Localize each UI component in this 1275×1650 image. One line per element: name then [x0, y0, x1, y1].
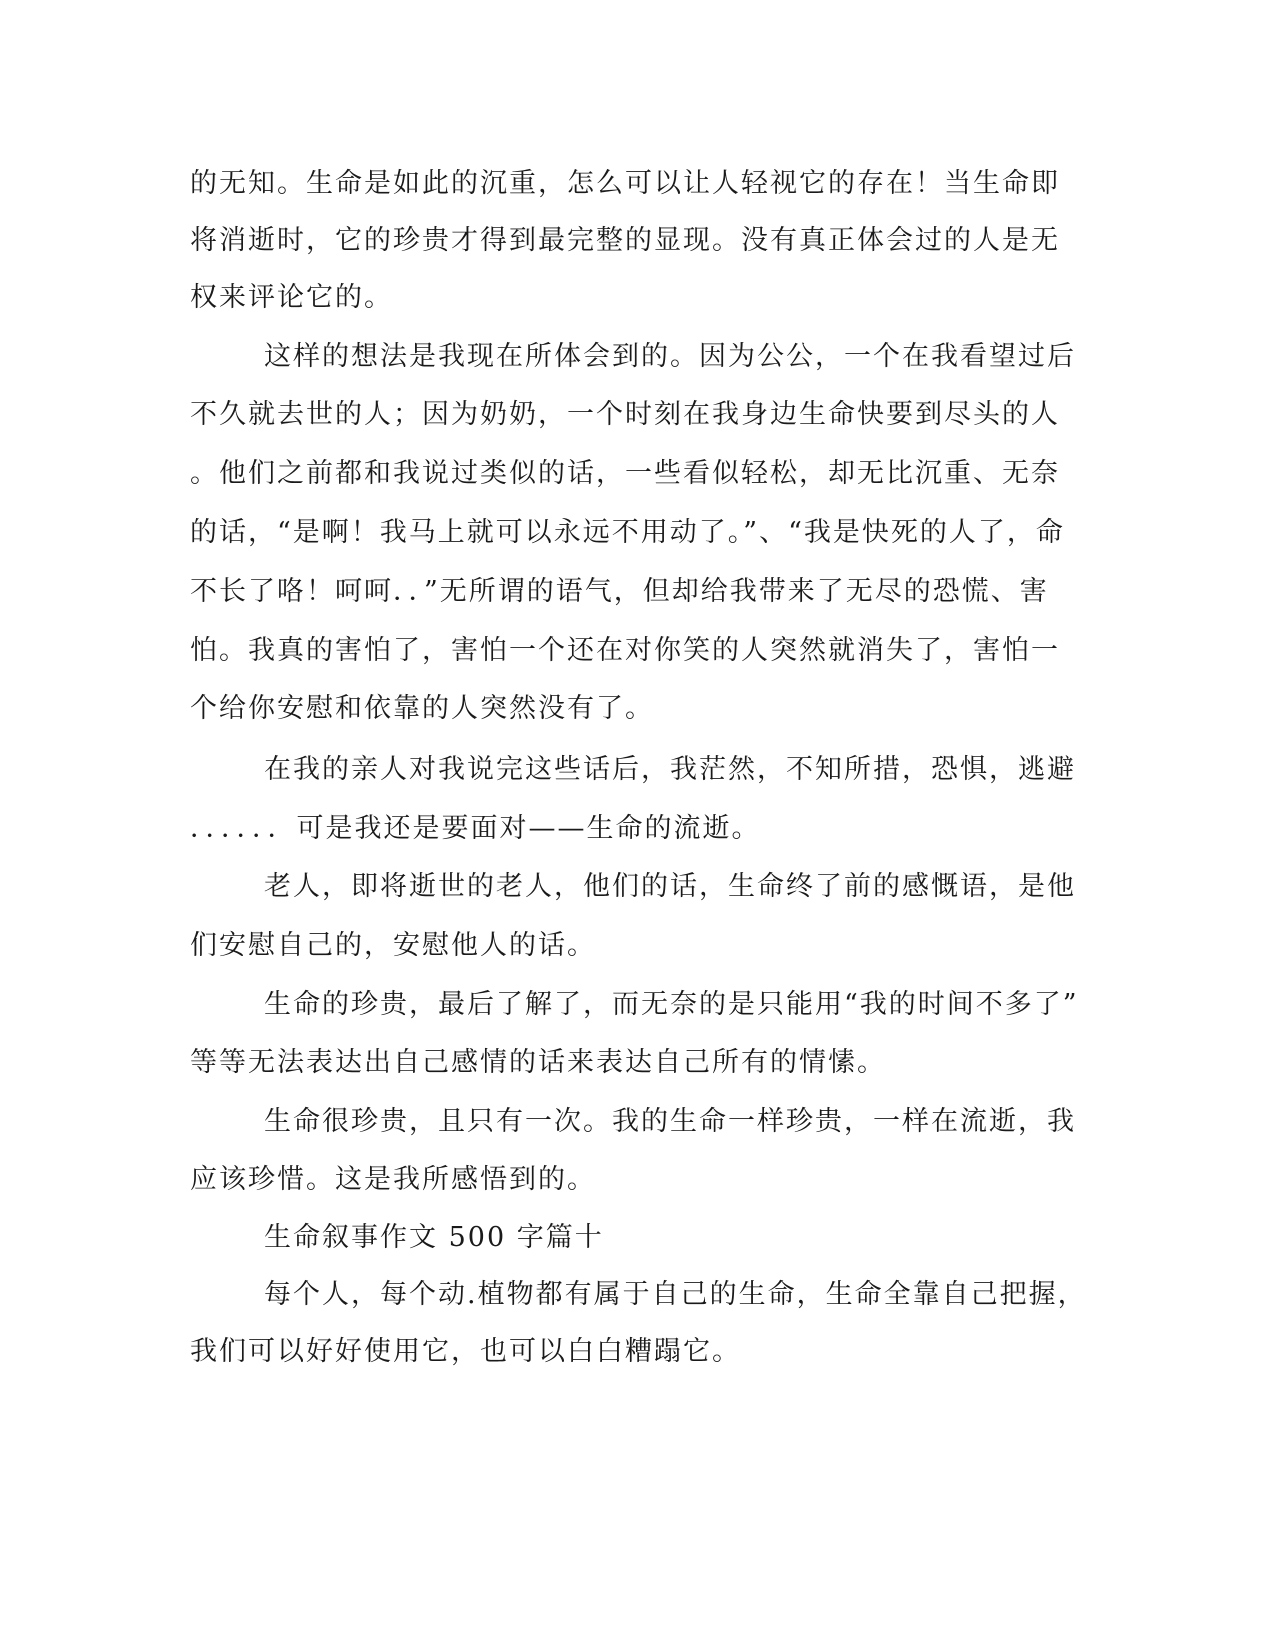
text-line: 不久就去世的人；因为奶奶，一个时刻在我身边生命快要到尽头的人 — [190, 399, 1060, 430]
paragraph-start-line: 生命很珍贵，且只有一次。我的生命一样珍贵，一样在流逝，我 — [264, 1106, 1076, 1137]
text-line: 应该珍惜。这是我所感悟到的。 — [190, 1164, 596, 1195]
text-line: 个给你安慰和依靠的人突然没有了。 — [190, 693, 654, 724]
text-line: 将消逝时，它的珍贵才得到最完整的显现。没有真正体会过的人是无 — [190, 225, 1060, 256]
text-line: 的话，“是啊！我马上就可以永远不用动了。”、“我是快死的人了，命 — [190, 517, 1065, 548]
text-line: ．．．．．．可是我还是要面对——生命的流逝。 — [190, 813, 761, 844]
section-heading: 生命叙事作文 500 字篇十 — [264, 1222, 604, 1253]
text-line: 的无知。生命是如此的沉重，怎么可以让人轻视它的存在！当生命即 — [190, 168, 1060, 199]
text-line: 怕。我真的害怕了，害怕一个还在对你笑的人突然就消失了，害怕一 — [190, 635, 1060, 666]
text-line: 权来评论它的。 — [190, 282, 393, 313]
paragraph-start-line: 老人，即将逝世的老人，他们的话，生命终了前的感慨语，是他 — [264, 871, 1076, 902]
text-line: 不长了咯！呵呵．．”无所谓的语气，但却给我带来了无尽的恐慌、害 — [190, 576, 1049, 607]
text-line: 们安慰自己的，安慰他人的话。 — [190, 930, 596, 961]
text-line: 我们可以好好使用它，也可以白白糟蹋它。 — [190, 1336, 741, 1367]
text-line: 。他们之前都和我说过类似的话，一些看似轻松，却无比沉重、无奈 — [190, 458, 1060, 489]
paragraph-start-line: 这样的想法是我现在所体会到的。因为公公，一个在我看望过后 — [264, 341, 1076, 372]
paragraph-start-line: 生命的珍贵，最后了解了，而无奈的是只能用“我的时间不多了” — [264, 989, 1079, 1020]
paragraph-start-line: 每个人，每个动.植物都有属于自己的生命，生命全靠自己把握， — [264, 1279, 1087, 1310]
paragraph-start-line: 在我的亲人对我说完这些话后，我茫然，不知所措，恐惧，逃避 — [264, 754, 1076, 785]
text-line: 等等无法表达出自己感情的话来表达自己所有的情愫。 — [190, 1047, 886, 1078]
